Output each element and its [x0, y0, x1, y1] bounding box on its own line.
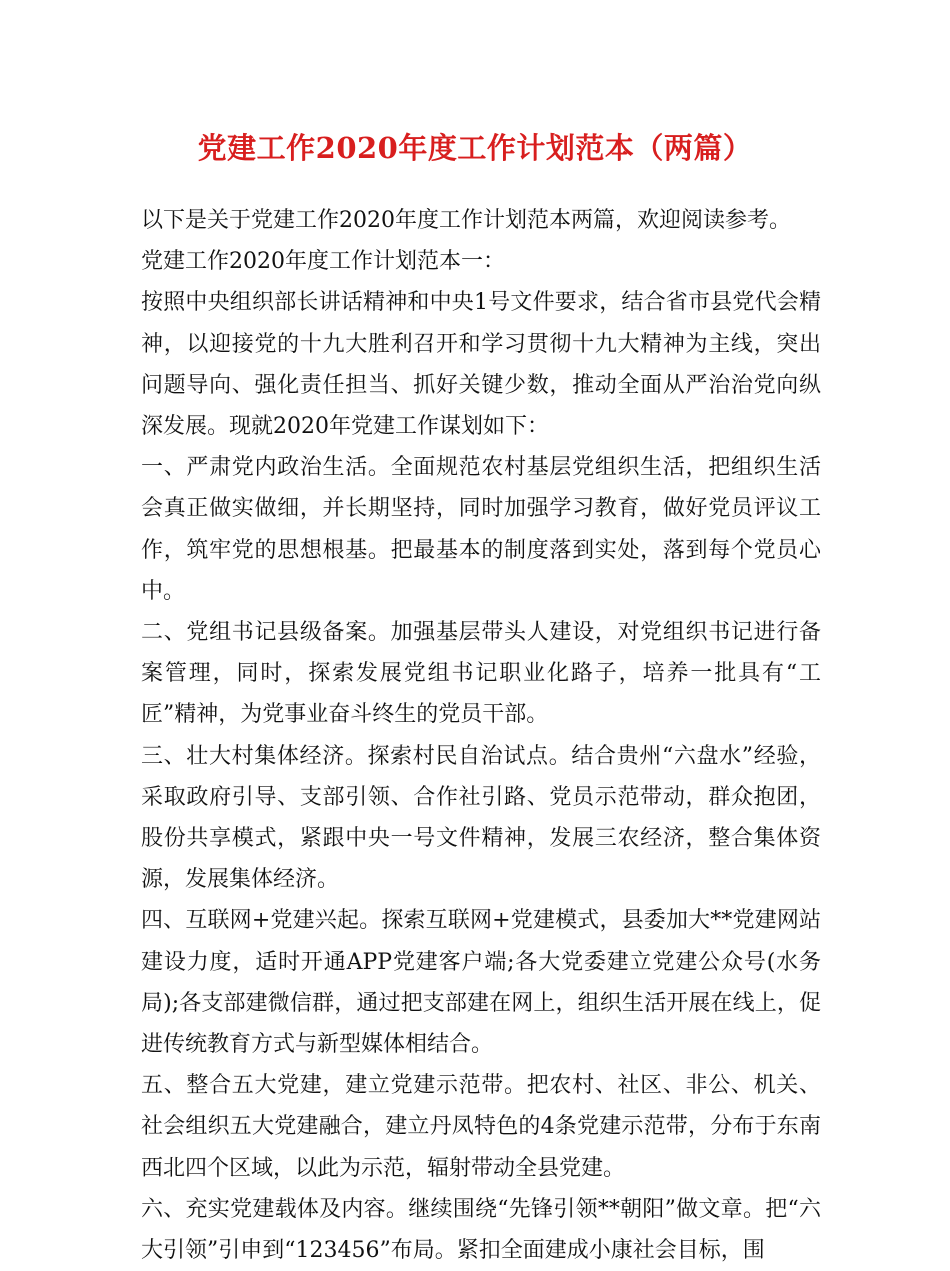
item-paragraph-5: 五、整合五大党建，建立党建示范带。把农村、社区、非公、机关、社会组织五大党建融合，建立丹凤特色的4条党建示范带，分布于东南西北四个区域，以此为示范，辐射带动全县党建。 — [141, 1073, 821, 1181]
item-paragraph-2: 二、党组书记县级备案。加强基层带头人建设，对党组织书记进行备案管理，同时，探索发展党组书记职业化路子，培养一批具有“工匠”精神，为党事业奋斗终生的党员干部。 — [141, 620, 821, 728]
item-paragraph-6: 六、充实党建载体及内容。继续围绕“先锋引领**朝阳”做文章。把“六大引领”引申到“123456”布局。紧扣全面建成小康社会目标，围 — [141, 1196, 821, 1264]
document-body — [141, 200, 821, 1271]
item-paragraph-1: 一、严肃党内政治生活。全面规范农村基层党组织生活，把组织生活会真正做实做细，并长期坚持，同时加强学习教育，做好党员评议工作，筑牢党的思想根基。把最基本的制度落到实处，落到每个党员心中。 — [141, 455, 821, 604]
overview-paragraph: 按照中央组织部长讲话精神和中央1号文件要求，结合省市县党代会精神，以迎接党的十九大胜利召开和学习贯彻十九大精神为主线，突出问题导向、强化责任担当、抓好关键少数，推动全面从严治治党向纵深发展。现就2020年党建工作谋划如下： — [141, 290, 821, 440]
item-paragraph-4: 四、互联网+党建兴起。探索互联网+党建模式，县委加大**党建网站建设力度，适时开通APP党建客户端;各大党委建立党建公众号(水务局);各支部建微信群，通过把支部建在网上，组织生活开展在线上，促进传统教育方式与新型媒体相结合。 — [141, 908, 821, 1058]
item-paragraph-3: 三、壮大村集体经济。探索村民自治试点。结合贵州“六盘水”经验，采取政府引导、支部引领、合作社引路、党员示范带动，群众抱团，股份共享模式，紧跟中央一号文件精神，发展三农经济，整合集体资源，发展集体经济。 — [141, 743, 821, 893]
document-title: 党建工作2020年度工作计划范本（两篇） — [197, 131, 753, 165]
intro-paragraph: 以下是关于党建工作2020年度工作计划范本两篇，欢迎阅读参考。 — [141, 208, 791, 233]
section-heading: 党建工作2020年度工作计划范本一： — [141, 249, 505, 275]
